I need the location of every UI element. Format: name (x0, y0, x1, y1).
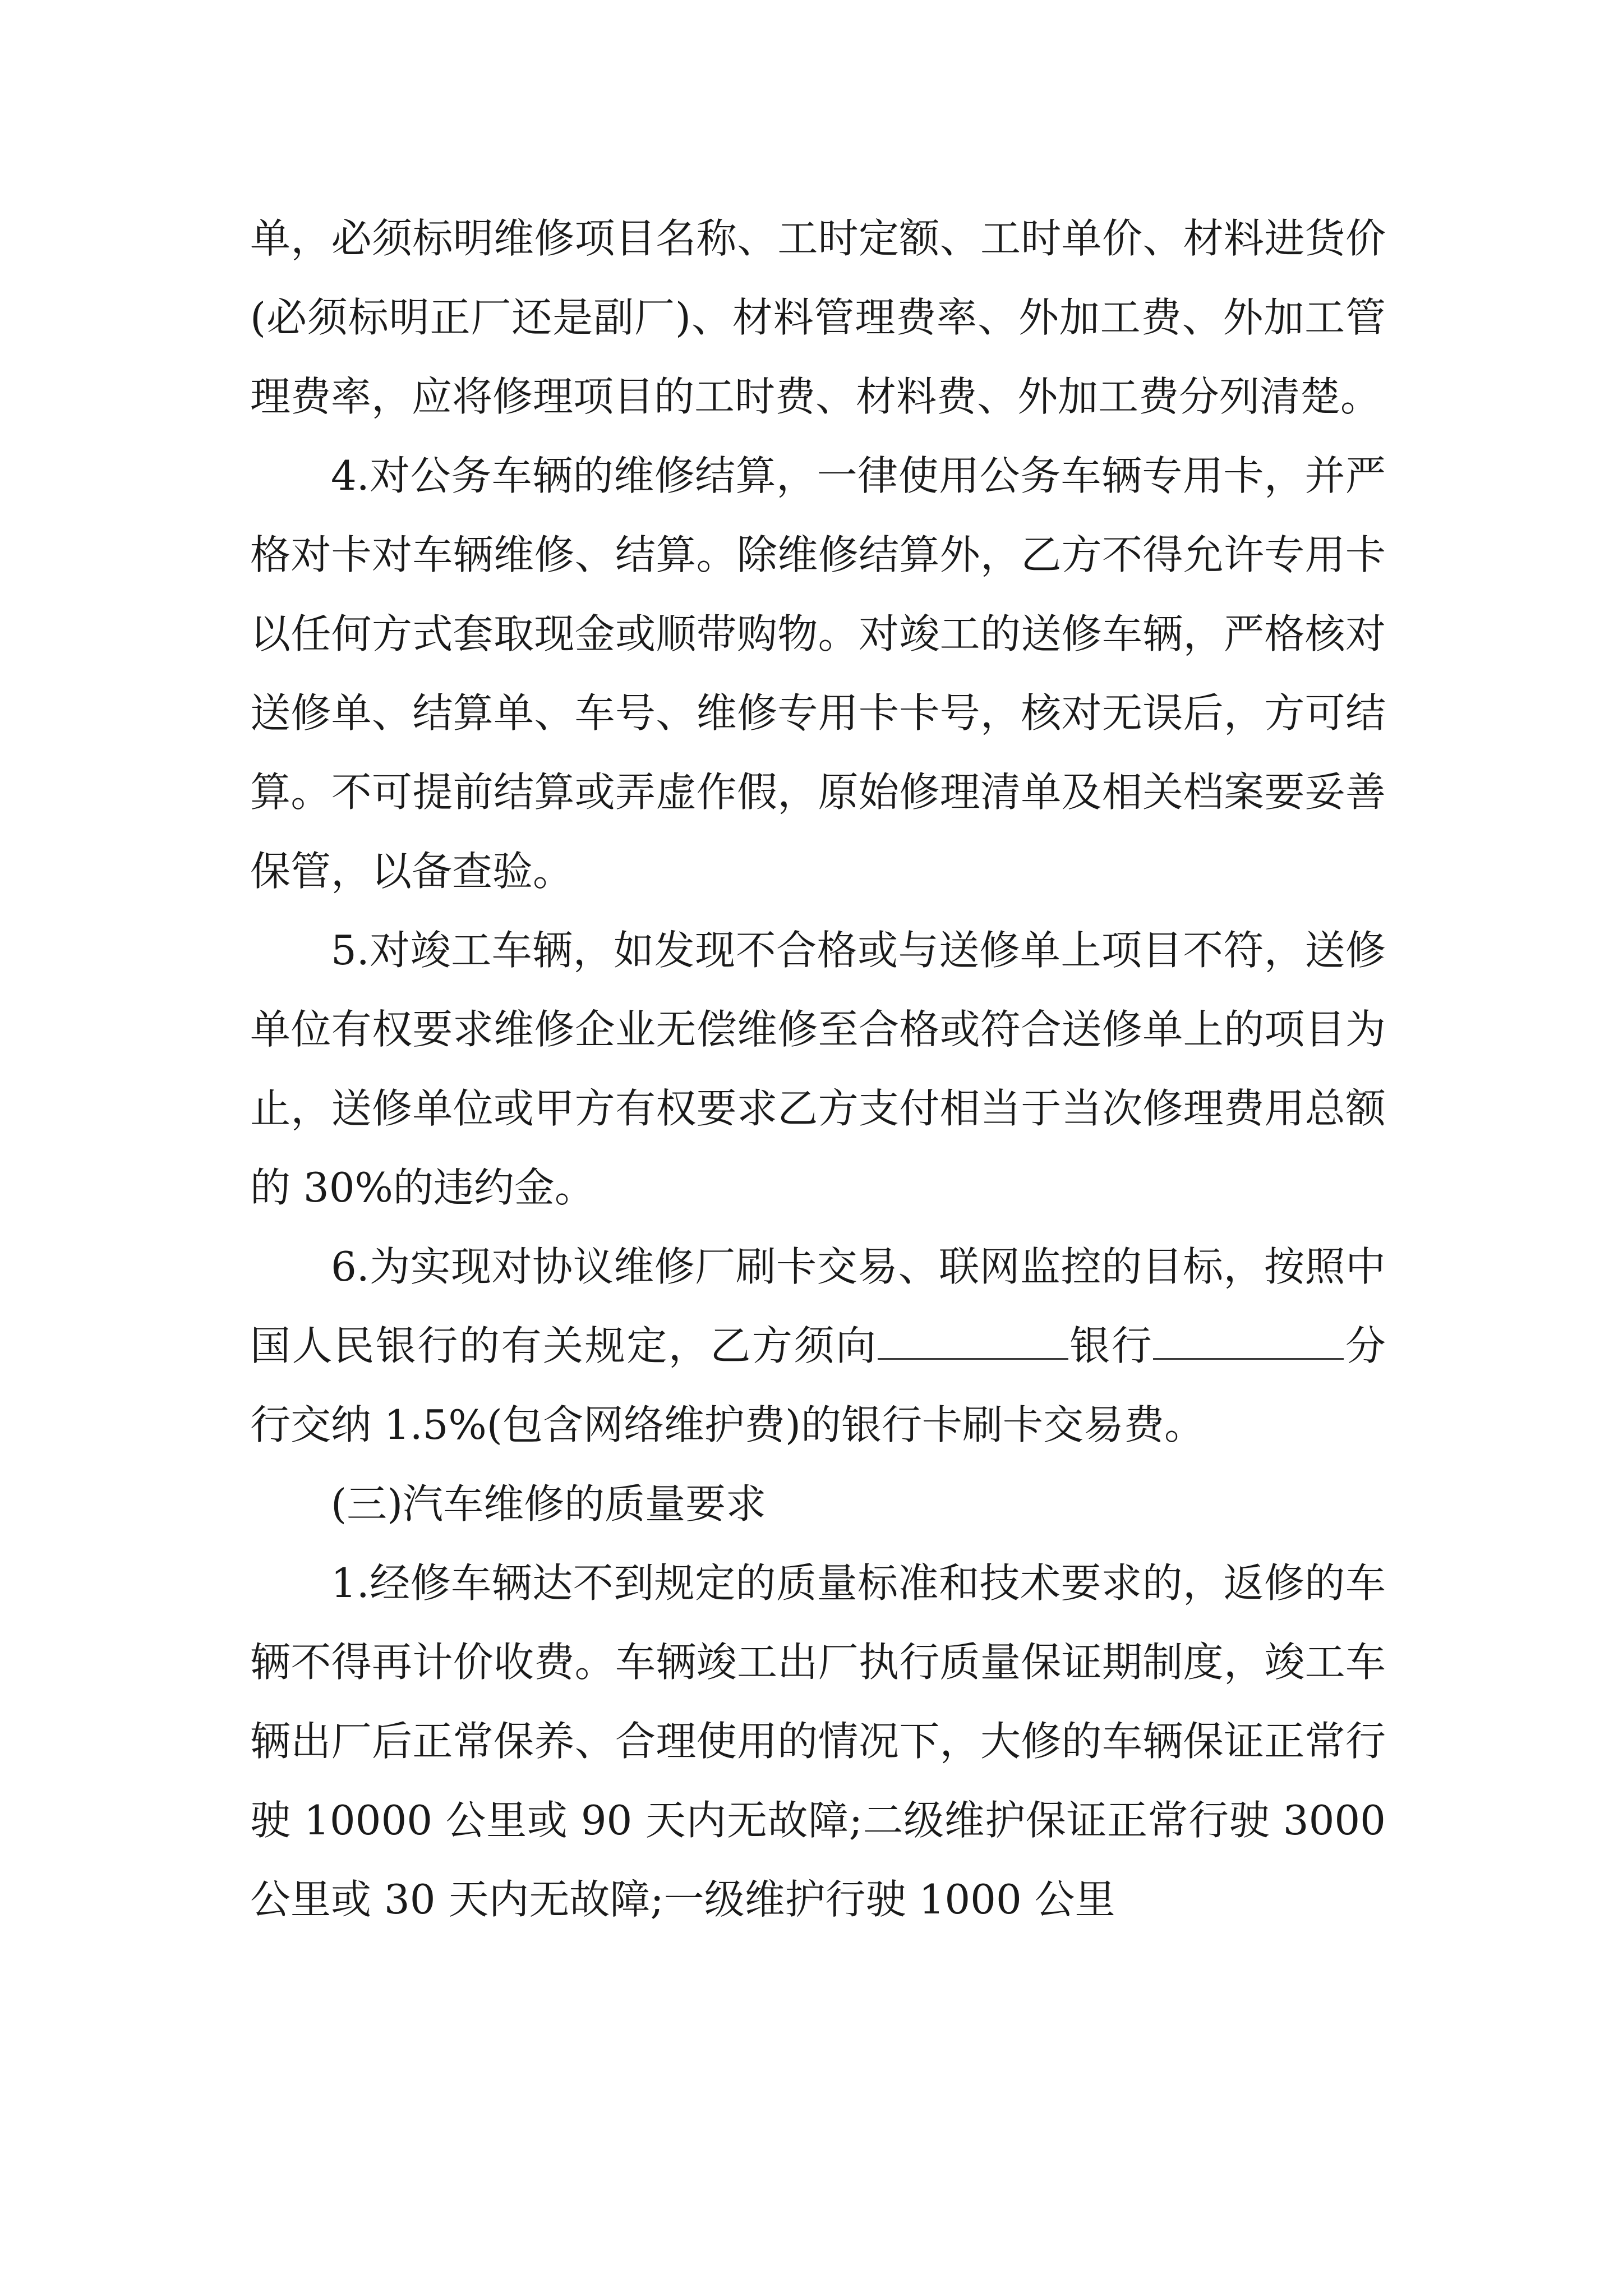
section-heading-quality: (三)汽车维修的质量要求 (331, 1480, 767, 1527)
clause-6-text-a: 6.为实现对协议维修厂刷卡交易、联网监控的目标，按照中国人民银行的有关规定，乙方须向 (250, 1243, 1386, 1369)
document-body (250, 199, 1386, 1939)
clause-6-text-b: 银行 (1068, 1322, 1154, 1369)
bank-name-blank (878, 1323, 1068, 1360)
paragraph-continuation: 单，必须标明维修项目名称、工时定额、工时单价、材料进货价(必须标明正厂还是副厂)、材料管理费率、外加工费、外加工管理费率，应将修理项目的工时费、材料费、外加工费分列清楚。 (250, 215, 1386, 420)
clause-6-text-c: 分行交纳 1.5%(包含网络维护费)的银行卡刷卡交易费。 (250, 1322, 1386, 1448)
branch-name-blank (1153, 1323, 1344, 1360)
paragraph-clause-4: 4.对公务车辆的维修结算，一律使用公务车辆专用卡，并严格对卡对车辆维修、结算。除维修结算外，乙方不得允许专用卡以任何方式套取现金或顺带购物。对竣工的送修车辆，严格核对送修单、结算单、车号、维修专用卡卡号，核对无误后，方可结算。不可提前结算或弄虚作假，原始修理清单及相关档案要妥善保管，以备查验。 (250, 452, 1386, 895)
paragraph-quality-1: 1.经修车辆达不到规定的质量标准和技术要求的，返修的车辆不得再计价收费。车辆竣工出厂执行质量保证期制度，竣工车辆出厂后正常保养、合理使用的情况下，大修的车辆保证正常行驶 10000 公里或 90 天内无故障;二级维护保证正常行驶 3000 公里或 30 天内无故障;一级维护行驶 1000 公里 (250, 1559, 1386, 1923)
paragraph-clause-5: 5.对竣工车辆，如发现不合格或与送修单上项目不符，送修单位有权要求维修企业无偿维修至合格或符合送修单上的项目为止，送修单位或甲方有权要求乙方支付相当于当次修理费用总额的 30%的违约金。 (250, 927, 1386, 1211)
paragraph-clause-6 (250, 1227, 1386, 1465)
